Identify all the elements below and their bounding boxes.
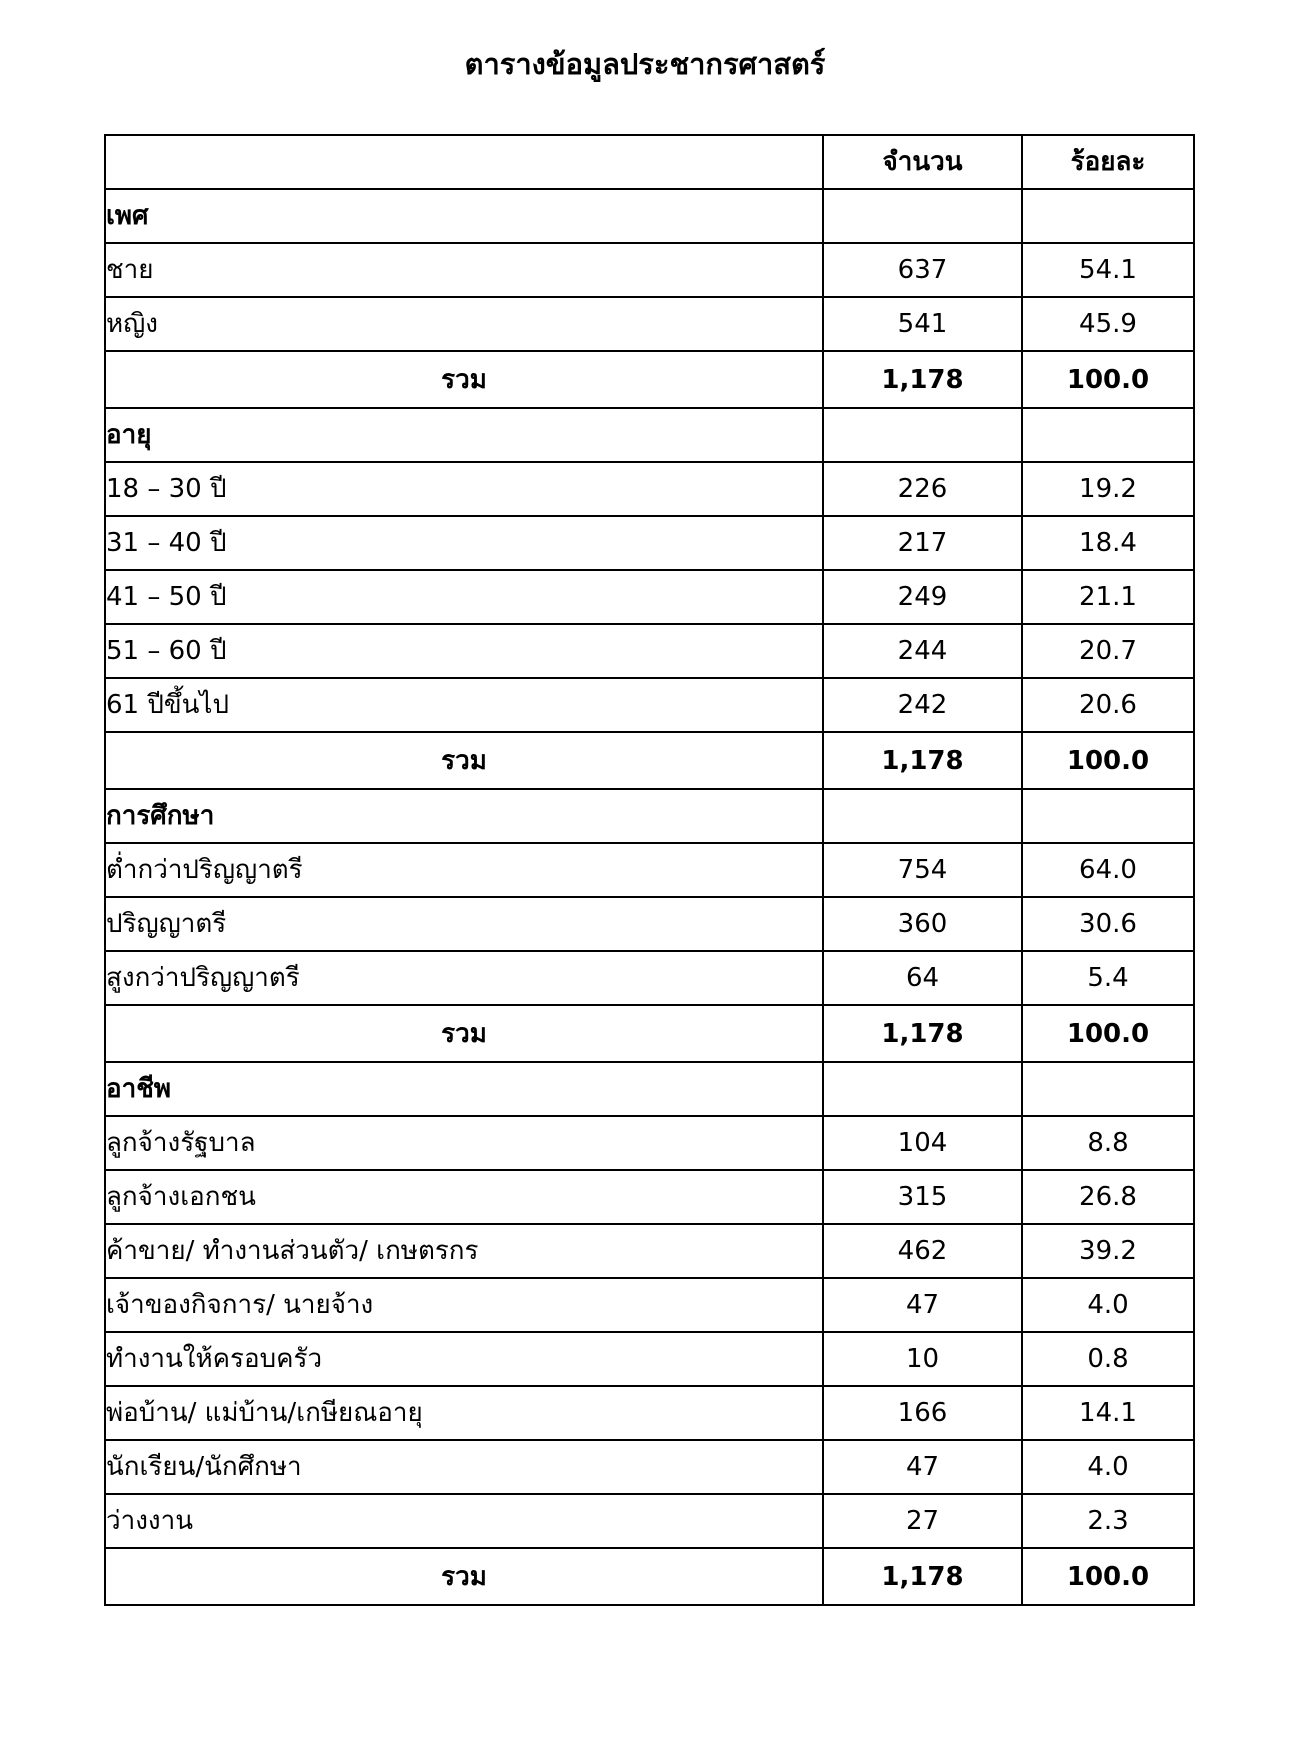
row-label: ปริญญาตรี bbox=[105, 897, 823, 951]
row-percent: 14.1 bbox=[1022, 1386, 1194, 1440]
table-row bbox=[105, 1116, 1194, 1170]
table-row bbox=[105, 1386, 1194, 1440]
empty-cell bbox=[823, 408, 1022, 462]
empty-cell bbox=[823, 789, 1022, 843]
row-label: เจ้าของกิจการ/ นายจ้าง bbox=[105, 1278, 823, 1332]
row-count: 637 bbox=[823, 243, 1022, 297]
total-label: รวม bbox=[105, 732, 823, 789]
empty-cell bbox=[1022, 789, 1194, 843]
row-percent: 21.1 bbox=[1022, 570, 1194, 624]
table-row bbox=[105, 516, 1194, 570]
total-row bbox=[105, 1005, 1194, 1062]
row-count: 27 bbox=[823, 1494, 1022, 1548]
total-row bbox=[105, 351, 1194, 408]
total-count: 1,178 bbox=[823, 351, 1022, 408]
row-percent: 20.6 bbox=[1022, 678, 1194, 732]
table-row bbox=[105, 843, 1194, 897]
total-percent: 100.0 bbox=[1022, 1548, 1194, 1605]
row-count: 47 bbox=[823, 1278, 1022, 1332]
section-header-row bbox=[105, 1062, 1194, 1116]
row-count: 47 bbox=[823, 1440, 1022, 1494]
row-label: 61 ปีขึ้นไป bbox=[105, 678, 823, 732]
row-count: 10 bbox=[823, 1332, 1022, 1386]
section-title: อายุ bbox=[105, 408, 823, 462]
total-label: รวม bbox=[105, 1005, 823, 1062]
row-percent: 4.0 bbox=[1022, 1278, 1194, 1332]
section-header-row bbox=[105, 189, 1194, 243]
row-percent: 39.2 bbox=[1022, 1224, 1194, 1278]
row-count: 462 bbox=[823, 1224, 1022, 1278]
row-count: 217 bbox=[823, 516, 1022, 570]
row-percent: 4.0 bbox=[1022, 1440, 1194, 1494]
table-row bbox=[105, 1170, 1194, 1224]
row-count: 64 bbox=[823, 951, 1022, 1005]
total-label: รวม bbox=[105, 351, 823, 408]
header-percent: ร้อยละ bbox=[1022, 135, 1194, 189]
total-percent: 100.0 bbox=[1022, 732, 1194, 789]
row-percent: 64.0 bbox=[1022, 843, 1194, 897]
row-label: ว่างงาน bbox=[105, 1494, 823, 1548]
row-percent: 30.6 bbox=[1022, 897, 1194, 951]
section-title: เพศ bbox=[105, 189, 823, 243]
row-count: 541 bbox=[823, 297, 1022, 351]
total-row bbox=[105, 1548, 1194, 1605]
empty-cell bbox=[1022, 1062, 1194, 1116]
table-row bbox=[105, 897, 1194, 951]
header-count: จำนวน bbox=[823, 135, 1022, 189]
total-percent: 100.0 bbox=[1022, 351, 1194, 408]
row-label: ลูกจ้างเอกชน bbox=[105, 1170, 823, 1224]
demographics-table bbox=[104, 134, 1195, 1606]
table-row bbox=[105, 1440, 1194, 1494]
row-label: ต่ำกว่าปริญญาตรี bbox=[105, 843, 823, 897]
row-count: 249 bbox=[823, 570, 1022, 624]
row-label: ชาย bbox=[105, 243, 823, 297]
section-header-row bbox=[105, 789, 1194, 843]
table-row bbox=[105, 1278, 1194, 1332]
table-row bbox=[105, 462, 1194, 516]
empty-cell bbox=[1022, 408, 1194, 462]
table-row bbox=[105, 624, 1194, 678]
row-label: 18 – 30 ปี bbox=[105, 462, 823, 516]
table-row bbox=[105, 678, 1194, 732]
table-row bbox=[105, 1332, 1194, 1386]
row-percent: 26.8 bbox=[1022, 1170, 1194, 1224]
total-label: รวม bbox=[105, 1548, 823, 1605]
section-header-row bbox=[105, 408, 1194, 462]
row-percent: 20.7 bbox=[1022, 624, 1194, 678]
row-percent: 19.2 bbox=[1022, 462, 1194, 516]
table-row bbox=[105, 1494, 1194, 1548]
row-label: 41 – 50 ปี bbox=[105, 570, 823, 624]
row-label: 31 – 40 ปี bbox=[105, 516, 823, 570]
table-row bbox=[105, 243, 1194, 297]
row-label: 51 – 60 ปี bbox=[105, 624, 823, 678]
total-row bbox=[105, 732, 1194, 789]
section-title: อาชีพ bbox=[105, 1062, 823, 1116]
row-count: 754 bbox=[823, 843, 1022, 897]
total-percent: 100.0 bbox=[1022, 1005, 1194, 1062]
row-count: 242 bbox=[823, 678, 1022, 732]
table-row bbox=[105, 570, 1194, 624]
row-percent: 8.8 bbox=[1022, 1116, 1194, 1170]
row-count: 244 bbox=[823, 624, 1022, 678]
row-percent: 54.1 bbox=[1022, 243, 1194, 297]
empty-cell bbox=[823, 189, 1022, 243]
row-label: ทำงานให้ครอบครัว bbox=[105, 1332, 823, 1386]
row-percent: 45.9 bbox=[1022, 297, 1194, 351]
total-count: 1,178 bbox=[823, 732, 1022, 789]
table-row bbox=[105, 1224, 1194, 1278]
table-row bbox=[105, 297, 1194, 351]
row-label: ลูกจ้างรัฐบาล bbox=[105, 1116, 823, 1170]
header-label-cell bbox=[105, 135, 823, 189]
row-count: 315 bbox=[823, 1170, 1022, 1224]
section-title: การศึกษา bbox=[105, 789, 823, 843]
row-count: 166 bbox=[823, 1386, 1022, 1440]
row-label: นักเรียน/นักศึกษา bbox=[105, 1440, 823, 1494]
row-label: ค้าขาย/ ทำงานส่วนตัว/ เกษตรกร bbox=[105, 1224, 823, 1278]
row-count: 104 bbox=[823, 1116, 1022, 1170]
row-percent: 0.8 bbox=[1022, 1332, 1194, 1386]
row-label: พ่อบ้าน/ แม่บ้าน/เกษียณอายุ bbox=[105, 1386, 823, 1440]
row-count: 226 bbox=[823, 462, 1022, 516]
row-percent: 5.4 bbox=[1022, 951, 1194, 1005]
total-count: 1,178 bbox=[823, 1005, 1022, 1062]
page-title: ตารางข้อมูลประชากรศาสตร์ bbox=[464, 47, 826, 81]
row-count: 360 bbox=[823, 897, 1022, 951]
empty-cell bbox=[1022, 189, 1194, 243]
empty-cell bbox=[823, 1062, 1022, 1116]
header-row bbox=[105, 135, 1194, 189]
row-percent: 18.4 bbox=[1022, 516, 1194, 570]
table-row bbox=[105, 951, 1194, 1005]
row-label: สูงกว่าปริญญาตรี bbox=[105, 951, 823, 1005]
row-percent: 2.3 bbox=[1022, 1494, 1194, 1548]
row-label: หญิง bbox=[105, 297, 823, 351]
total-count: 1,178 bbox=[823, 1548, 1022, 1605]
